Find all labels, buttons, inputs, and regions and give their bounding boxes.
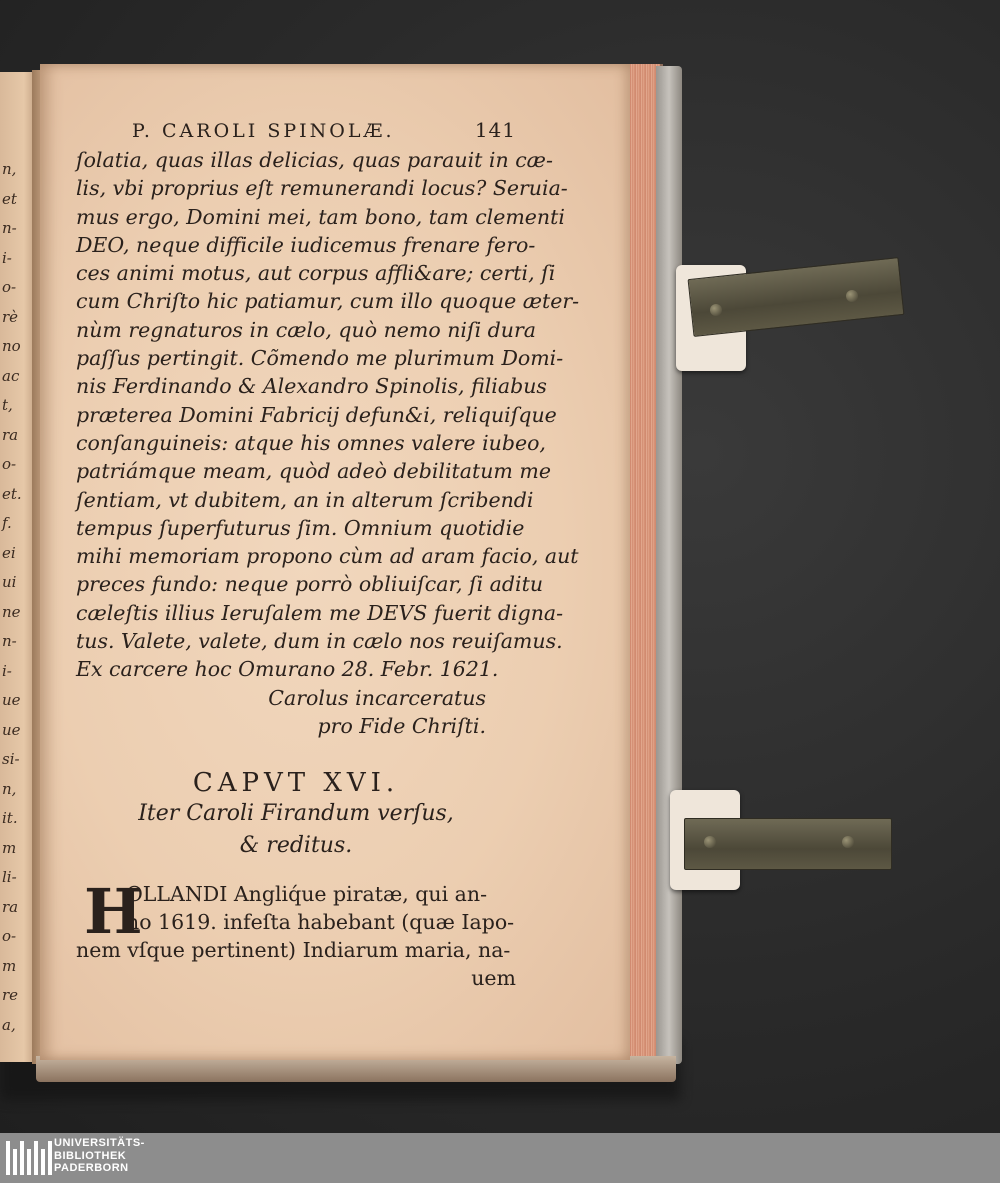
logo-line: BIBLIOTHEK — [54, 1149, 127, 1162]
left-page-fragment: n, — [2, 160, 17, 178]
text-line: Ex carcere hoc Omurano 28. Febr. 1621. — [76, 657, 499, 682]
footer-bar — [0, 1133, 1000, 1183]
text-line: cum Chriſto hic patiamur, cum illo quoque æter- — [76, 289, 580, 314]
text-line: preces fundo: neque porrò obliuiſcar, ſi aditu — [76, 572, 544, 597]
left-page-fragment: ra — [2, 897, 19, 916]
chapter-title: Iter Caroli Firandum verſus, — [138, 801, 454, 827]
left-page-fragment: n, — [2, 779, 17, 798]
left-page-fragment: t, — [2, 396, 13, 414]
left-page-fragment: ue — [2, 720, 21, 739]
left-page-fragment: li- — [2, 868, 17, 886]
signature-line: Carolus incarceratus — [268, 685, 486, 710]
chapter-heading: CAPVT XVI. — [192, 768, 400, 799]
clasp-rivet — [842, 836, 854, 848]
left-page-fragment: o- — [2, 927, 17, 945]
signature-line: pro Fide Chriſti. — [317, 713, 486, 738]
text-line: nùm regnaturos in cælo, quò nemo niſi dura — [76, 317, 536, 342]
left-page-fragment: n- — [2, 632, 17, 650]
left-page-fragment: ue — [2, 691, 21, 709]
text-line: ſentiam, vt dubitem, an in alterum ſcribendi — [76, 487, 534, 512]
text-line: DEO, neque difficile iudicemus frenare fero- — [76, 232, 536, 257]
text-line: tus. Valete, valete, dum in cælo nos reuiſamus. — [76, 629, 563, 654]
left-page-fragment: ui — [2, 573, 17, 591]
text-line: nem vſque pertinent) Indiarum maria, na- — [76, 938, 511, 963]
left-page-fragment: ac — [2, 366, 20, 385]
text-line: mihi memoriam propono cùm ad aram facio, aut — [76, 544, 579, 569]
left-page-fragment: f. — [2, 514, 12, 532]
left-page-fragment: et — [2, 189, 17, 208]
letter-text — [76, 146, 580, 684]
left-page-fragment: i- — [2, 661, 12, 680]
left-page-fragment: et. — [2, 484, 22, 503]
left-page-fragment: it. — [2, 809, 18, 827]
page-number: 141 — [474, 118, 516, 142]
drop-cap: H — [84, 875, 143, 949]
catchword: uem — [471, 966, 516, 991]
text-line: cæleſtis illius Ieruſalem me DEVS fuerit digna- — [76, 600, 564, 625]
text-line: conſanguineis: atque his omnes valere iubeo, — [76, 430, 546, 455]
running-header — [76, 118, 516, 142]
cover-edge — [656, 66, 682, 1064]
chapter-title: & reditus. — [239, 833, 353, 859]
left-page-fragment: re — [2, 986, 19, 1004]
left-page-fragment: n- — [2, 219, 17, 237]
left-page-fragment: m — [2, 838, 17, 857]
left-page-fragment: no — [2, 337, 21, 355]
page-text — [76, 118, 580, 992]
text-line: lis, vbi proprius eſt remunerandi locus? Seruia- — [76, 176, 568, 201]
running-head-title: P. CAROLI SPINOLÆ. — [132, 120, 395, 142]
logo-line: PADERBORN — [54, 1162, 129, 1174]
logo-line: UNIVERSITÄTS- — [54, 1137, 145, 1149]
library-logo-icon — [6, 1141, 52, 1175]
text-line: mus ergo, Domini mei, tam bono, tam clementi — [76, 204, 565, 229]
left-page-fragment: rè — [2, 307, 19, 326]
text-line: no 1619. infeſta habebant (quæ Iapo- — [126, 910, 515, 935]
left-page-fragment: ei — [2, 543, 16, 562]
library-logo-text — [54, 1137, 145, 1175]
text-line: patriámque meam, quòd adeò debilitatum me — [76, 459, 551, 484]
clasp-rivet — [704, 836, 716, 848]
left-page-fragment: ne — [2, 602, 21, 621]
text-line: tempus ſuperfuturus ſim. Omnium quotidie — [76, 515, 525, 540]
chapter-text — [76, 875, 516, 992]
left-page-fragment: o- — [2, 278, 17, 296]
left-page-fragment: m — [2, 956, 17, 975]
left-page-fragment: o- — [2, 455, 17, 473]
left-page-fragment: i- — [2, 248, 12, 267]
text-line: nis Ferdinando & Alexandro Spinolis, filiabus — [76, 374, 547, 399]
text-line: ces animi motus, aut corpus affli&are; certi, ſi — [76, 261, 556, 286]
text-line: paſſus pertingit. Cõmendo me plurimum Domi- — [76, 346, 564, 371]
left-page-fragment: ra — [2, 425, 19, 444]
text-line: OLLANDI Angliq́ue piratæ, qui an- — [126, 882, 488, 907]
left-page-fragment: si- — [2, 750, 20, 768]
text-line: præterea Domini Fabricij defun&i, reliquiſque — [76, 402, 557, 427]
left-page-fragment: a, — [2, 1015, 16, 1034]
clasp-rivet — [846, 290, 858, 302]
clasp-rivet — [710, 304, 722, 316]
text-line: ſolatia, quas illas delicias, quas parauit in cæ- — [76, 148, 553, 172]
